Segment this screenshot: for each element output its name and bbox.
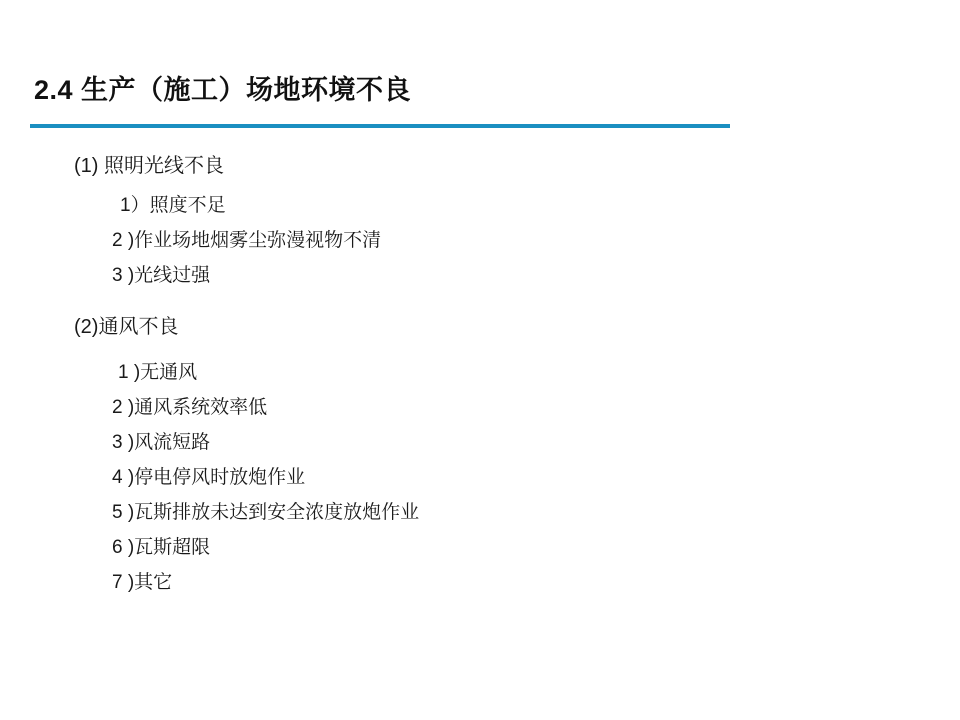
spacer: [0, 347, 960, 363]
spacer: [0, 522, 960, 538]
spacer: [0, 452, 960, 468]
spacer: [0, 382, 960, 398]
spacer: [0, 557, 960, 573]
title-divider: [30, 124, 730, 128]
list-item: 4 )停电停风时放炮作业: [112, 467, 306, 488]
list-item: 5 )瓦斯排放未达到安全浓度放炮作业: [112, 502, 420, 523]
list-item: 1 )无通风: [118, 362, 198, 383]
spacer: [0, 250, 960, 266]
slide-body: [0, 140, 960, 592]
spacer: [0, 285, 960, 301]
spacer: [0, 417, 960, 433]
spacer: [0, 487, 960, 503]
section-heading-1: (1) 照明光线不良: [74, 155, 224, 177]
list-item: 7 )其它: [112, 572, 173, 593]
list-item: 2 )作业场地烟雾尘弥漫视物不清: [112, 230, 382, 251]
list-item: 3 )风流短路: [112, 432, 211, 453]
section-heading-2: (2)通风不良: [74, 316, 179, 338]
list-item: 6 )瓦斯超限: [112, 537, 211, 558]
list-item: 2 )通风系统效率低: [112, 397, 268, 418]
spacer: [0, 215, 960, 231]
list-item: 1）照度不足: [120, 195, 226, 216]
page-title: 2.4 生产（施工）场地环境不良: [34, 75, 412, 105]
list-item: 3 )光线过强: [112, 265, 211, 286]
